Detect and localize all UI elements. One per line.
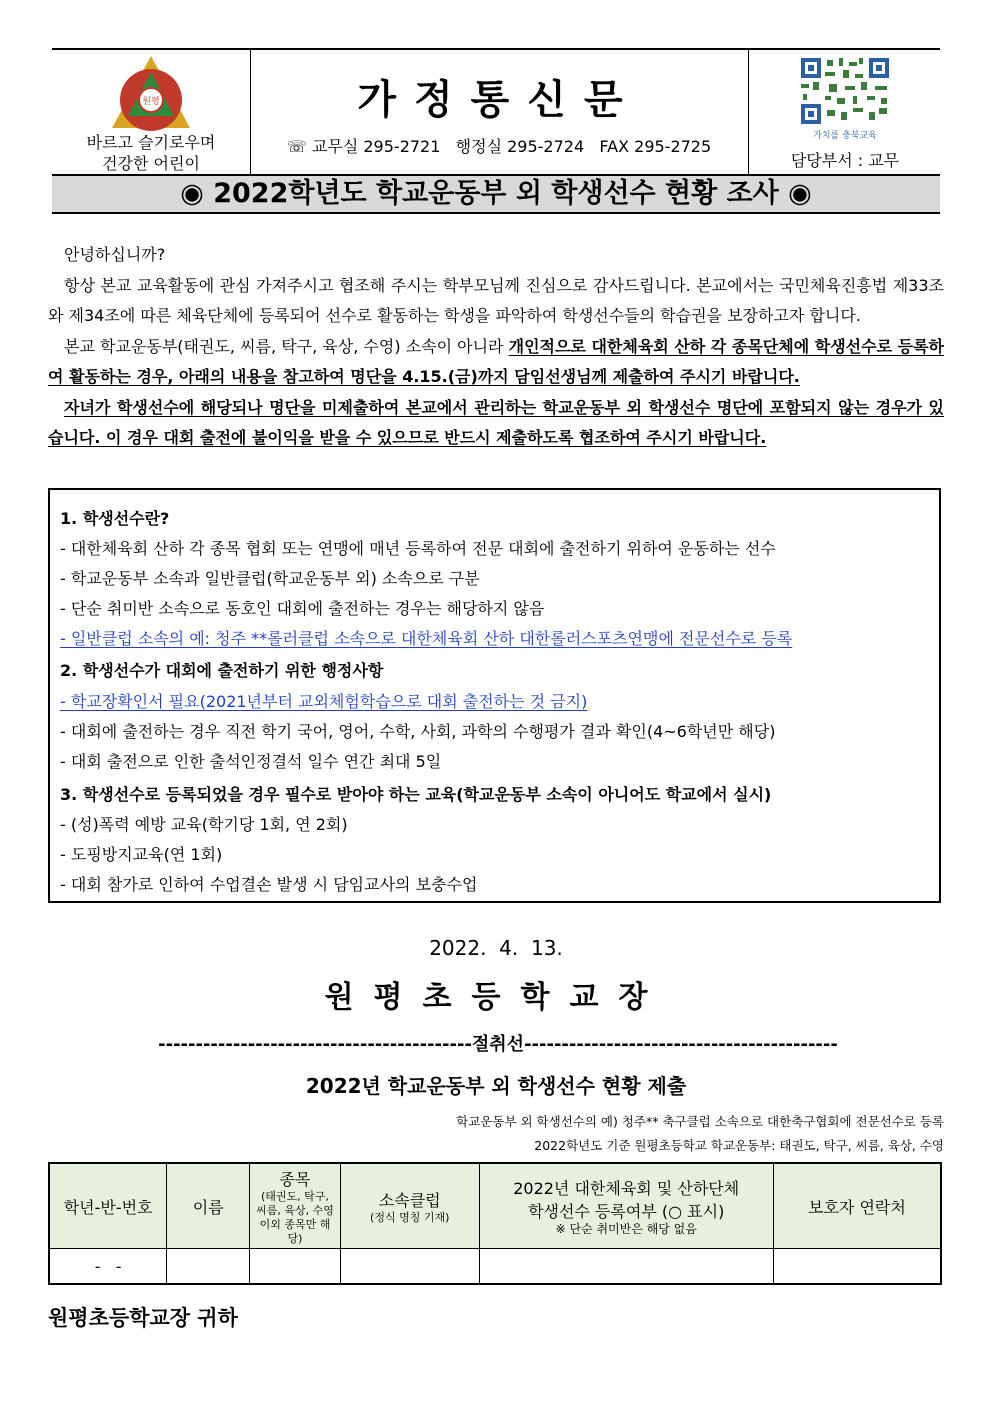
section-1-example: - 일반클럽 소속의 예: 청주 **롤러클럽 소속으로 대한체육회 산하 대한롤러스포츠연맹에 전문선수로 등록: [60, 629, 793, 648]
intro-paragraph-3: 자녀가 학생선수에 해당되나 명단을 미제출하여 본교에서 관리하는 학교운동부 외 학생선수 명단에 포함되지 않는 경우가 있습니다. 이 경우 대회 출전에 불이익을 받을 수 있으므로 반드시 제출하도록 협조하여 주시기 바랍니다.: [48, 397, 944, 447]
school-motto: [52, 132, 250, 174]
section-2-title: 2. 학생선수가 대회에 출전하기 위한 행정사항: [60, 661, 384, 680]
section-1-item: - 학교운동부 소속과 일반클럽(학교운동부 외) 소속으로 구분: [60, 569, 480, 588]
table-row: [49, 1249, 941, 1285]
form-note-sports: 2022학년도 기준 원평초등학교 학교운동부: 태권도, 탁구, 씨름, 육상, 수영: [534, 1138, 944, 1153]
department: 담당부서 : 교무: [790, 151, 900, 170]
svg-text:원평: 원평: [142, 97, 160, 107]
motto-line-2: 건강한 어린이: [102, 154, 200, 173]
section-3-item: - (성)폭력 예방 교육(학기당 1회, 연 2회): [60, 815, 348, 834]
intro-paragraph-2-emphasis: 개인적으로 대한체육회 산하 각 종목단체에 학생선수로 등록하여 활동하는 경우, 아래의 내용을 참고하여 명단을 4.15.(금)까지 담임선생님께 제출하여 주시기 바랍니다.: [48, 336, 944, 386]
addressee: 원평초등학교장 귀하: [48, 1306, 238, 1330]
grade-input-cell[interactable]: - -: [49, 1249, 167, 1285]
header-registration-note: ※ 단순 취미반은 해당 없음: [555, 1222, 697, 1236]
contact-info: ☏ 교무실 295-2721 행정실 295-2724 FAX 295-2725: [286, 137, 712, 156]
header-logo-cell: [52, 50, 251, 174]
issue-date: 2022. 4. 13.: [429, 936, 563, 960]
header-registration-line-1: 2022년 대한체육회 및 산하단체: [513, 1179, 740, 1198]
notice-banner: ◉ 2022학년도 학교운동부 외 학생선수 현황 조사 ◉: [52, 174, 940, 214]
club-input-cell[interactable]: [340, 1249, 479, 1285]
submission-table: [48, 1162, 942, 1285]
principal-signature: 원평초등학교장: [324, 980, 668, 1015]
header-contact: 보호자 연락처: [773, 1163, 941, 1249]
greeting: 안녕하십니까?: [64, 245, 166, 264]
form-note-example: 학교운동부 외 학생선수의 예) 청주** 축구클럽 소속으로 대한축구협회에 전문선수로 등록: [456, 1114, 944, 1129]
intro-paragraph-1: 항상 본교 교육활동에 관심 가져주시고 협조해 주시는 학부모님께 진심으로 감사드립니다. 본교에서는 국민체육진흥법 제33조와 제34조에 따른 체육단체에 등록되어 선수로 활동하는 학생을 파악하여 학생선수들의 학습권을 보장하고자 합니다.: [48, 275, 944, 325]
section-3-item: - 대회 참가로 인하여 수업결손 발생 시 담임교사의 보충수업: [60, 875, 478, 894]
qr-code-icon: [799, 56, 891, 126]
header-registration: [479, 1163, 773, 1249]
intro-paragraph-2-plain: 본교 학교운동부(태권도, 씨름, 탁구, 육상, 수영) 소속이 아니라: [64, 336, 509, 356]
contact-input-cell[interactable]: [773, 1249, 941, 1285]
qr-caption: 가치를 충북교육: [813, 131, 877, 141]
header-sport-note: (태권도, 탁구, 씨름, 육상, 수영 이외 종목만 해당): [256, 1189, 334, 1245]
school-logo-icon: [110, 54, 192, 132]
name-input-cell[interactable]: [167, 1249, 250, 1285]
table-header-row: [49, 1163, 941, 1249]
section-2-item: - 대회 출전으로 인한 출석인정결석 일수 연간 최대 5일: [60, 752, 442, 771]
section-1-title: 1. 학생선수란?: [60, 509, 170, 528]
header-sport-label: 종목: [279, 1169, 311, 1189]
form-title: 2022년 학교운동부 외 학생선수 현황 제출: [305, 1074, 687, 1098]
page-title: 가정통신문: [357, 77, 641, 123]
header-name: 이름: [167, 1163, 250, 1249]
header-club-label: 소속클럽: [378, 1190, 441, 1210]
section-3-title: 3. 학생선수로 등록되었을 경우 필수로 받아야 하는 교육(학교운동부 소속이 아니어도 학교에서 실시): [60, 785, 772, 804]
header-registration-line-2: 학생선수 등록여부 (○ 표시): [528, 1202, 725, 1221]
header-qr-cell: [748, 50, 941, 174]
header-club-note: (정식 명칭 기재): [370, 1210, 450, 1224]
intro-text: [48, 240, 944, 454]
section-2-item: - 대회에 출전하는 경우 직전 학기 국어, 영어, 수학, 사회, 과학의 수행평가 결과 확인(4~6학년만 해당): [60, 722, 776, 741]
section-2-emphasis: - 학교장확인서 필요(2021년부터 교외체험학습으로 대회 출전하는 것 금지): [60, 692, 588, 711]
section-1-item: - 대한체육회 산하 각 종목 협회 또는 연맹에 매년 등록하여 전문 대회에 출전하기 위하여 운동하는 선수: [60, 539, 776, 558]
section-1-item: - 단순 취미반 소속으로 동호인 대회에 출전하는 경우는 해당하지 않음: [60, 599, 545, 618]
cut-line: ------------------------------------------절취선------------------------------------------: [158, 1034, 838, 1055]
sport-input-cell[interactable]: [250, 1249, 341, 1285]
registration-input-cell[interactable]: [479, 1249, 773, 1285]
info-box: [48, 488, 941, 903]
motto-line-1: 바르고 슬기로우며: [86, 133, 216, 152]
section-3-item: - 도핑방지교육(연 1회): [60, 845, 223, 864]
header-club: [340, 1163, 479, 1249]
header-grade: 학년-반-번호: [49, 1163, 167, 1249]
intro-paragraph-2: [48, 332, 944, 393]
header-title-cell: [251, 50, 747, 174]
header-sport: [250, 1163, 341, 1249]
